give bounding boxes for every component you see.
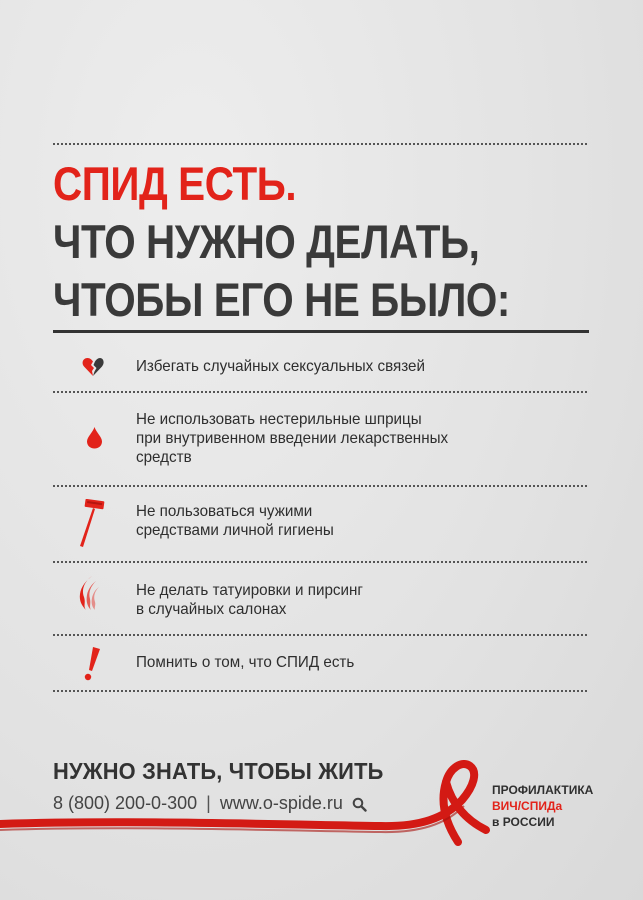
item-2-line-3: средств — [136, 449, 192, 466]
item-4-text — [136, 581, 545, 619]
item-4-line-1: Не делать татуировки и пирсинг — [136, 582, 363, 599]
razor-icon — [74, 499, 106, 549]
item-divider-5 — [53, 690, 587, 692]
contacts-separator: | — [206, 793, 211, 813]
item-2-line-2: при внутривенном введении лекарственных — [136, 430, 449, 447]
exclamation-icon — [82, 646, 102, 682]
website-link[interactable]: www.o-spide.ru — [219, 793, 343, 813]
item-2-text — [136, 410, 545, 467]
item-4-line-2: в случайных салонах — [136, 601, 287, 618]
item-5-text — [136, 653, 545, 672]
search-icon — [352, 797, 367, 812]
logo-line-3: в РОССИИ — [492, 815, 555, 829]
item-3-line-2: средствами личной гигиены — [136, 522, 334, 539]
item-5-line-1: Помнить о том, что СПИД есть — [136, 654, 355, 671]
hotline-phone[interactable]: 8 (800) 200-0-300 — [53, 793, 198, 813]
item-divider-1 — [53, 391, 587, 393]
item-3-line-1: Не пользоваться чужими — [136, 503, 313, 520]
blood-drop-icon — [86, 427, 103, 449]
headline-line-1: СПИД ЕСТЬ. — [53, 157, 297, 210]
item-divider-3 — [53, 561, 587, 563]
program-logo — [492, 782, 593, 830]
item-2-line-1: Не использовать нестерильные шприцы — [136, 411, 422, 428]
contacts — [53, 793, 367, 814]
broken-heart-icon — [82, 357, 104, 377]
item-divider-2 — [53, 485, 587, 487]
logo-line-1: ПРОФИЛАКТИКА — [492, 783, 594, 797]
tagline: НУЖНО ЗНАТЬ, ЧТОБЫ ЖИТЬ — [53, 758, 384, 784]
headline-underline — [53, 330, 589, 333]
item-divider-4 — [53, 634, 587, 636]
item-1-line-1: Избегать случайных сексуальных связей — [136, 358, 425, 375]
headline-line-2: ЧТО НУЖНО ДЕЛАТЬ, — [53, 215, 480, 268]
logo-line-2: ВИЧ/СПИДа — [492, 799, 563, 813]
item-1-text — [136, 357, 545, 376]
flame-tattoo-icon — [78, 575, 102, 611]
headline — [53, 155, 535, 329]
top-dotted-divider — [53, 143, 587, 145]
headline-line-3: ЧТОБЫ ЕГО НЕ БЫЛО: — [53, 273, 510, 326]
item-3-text — [136, 502, 545, 540]
